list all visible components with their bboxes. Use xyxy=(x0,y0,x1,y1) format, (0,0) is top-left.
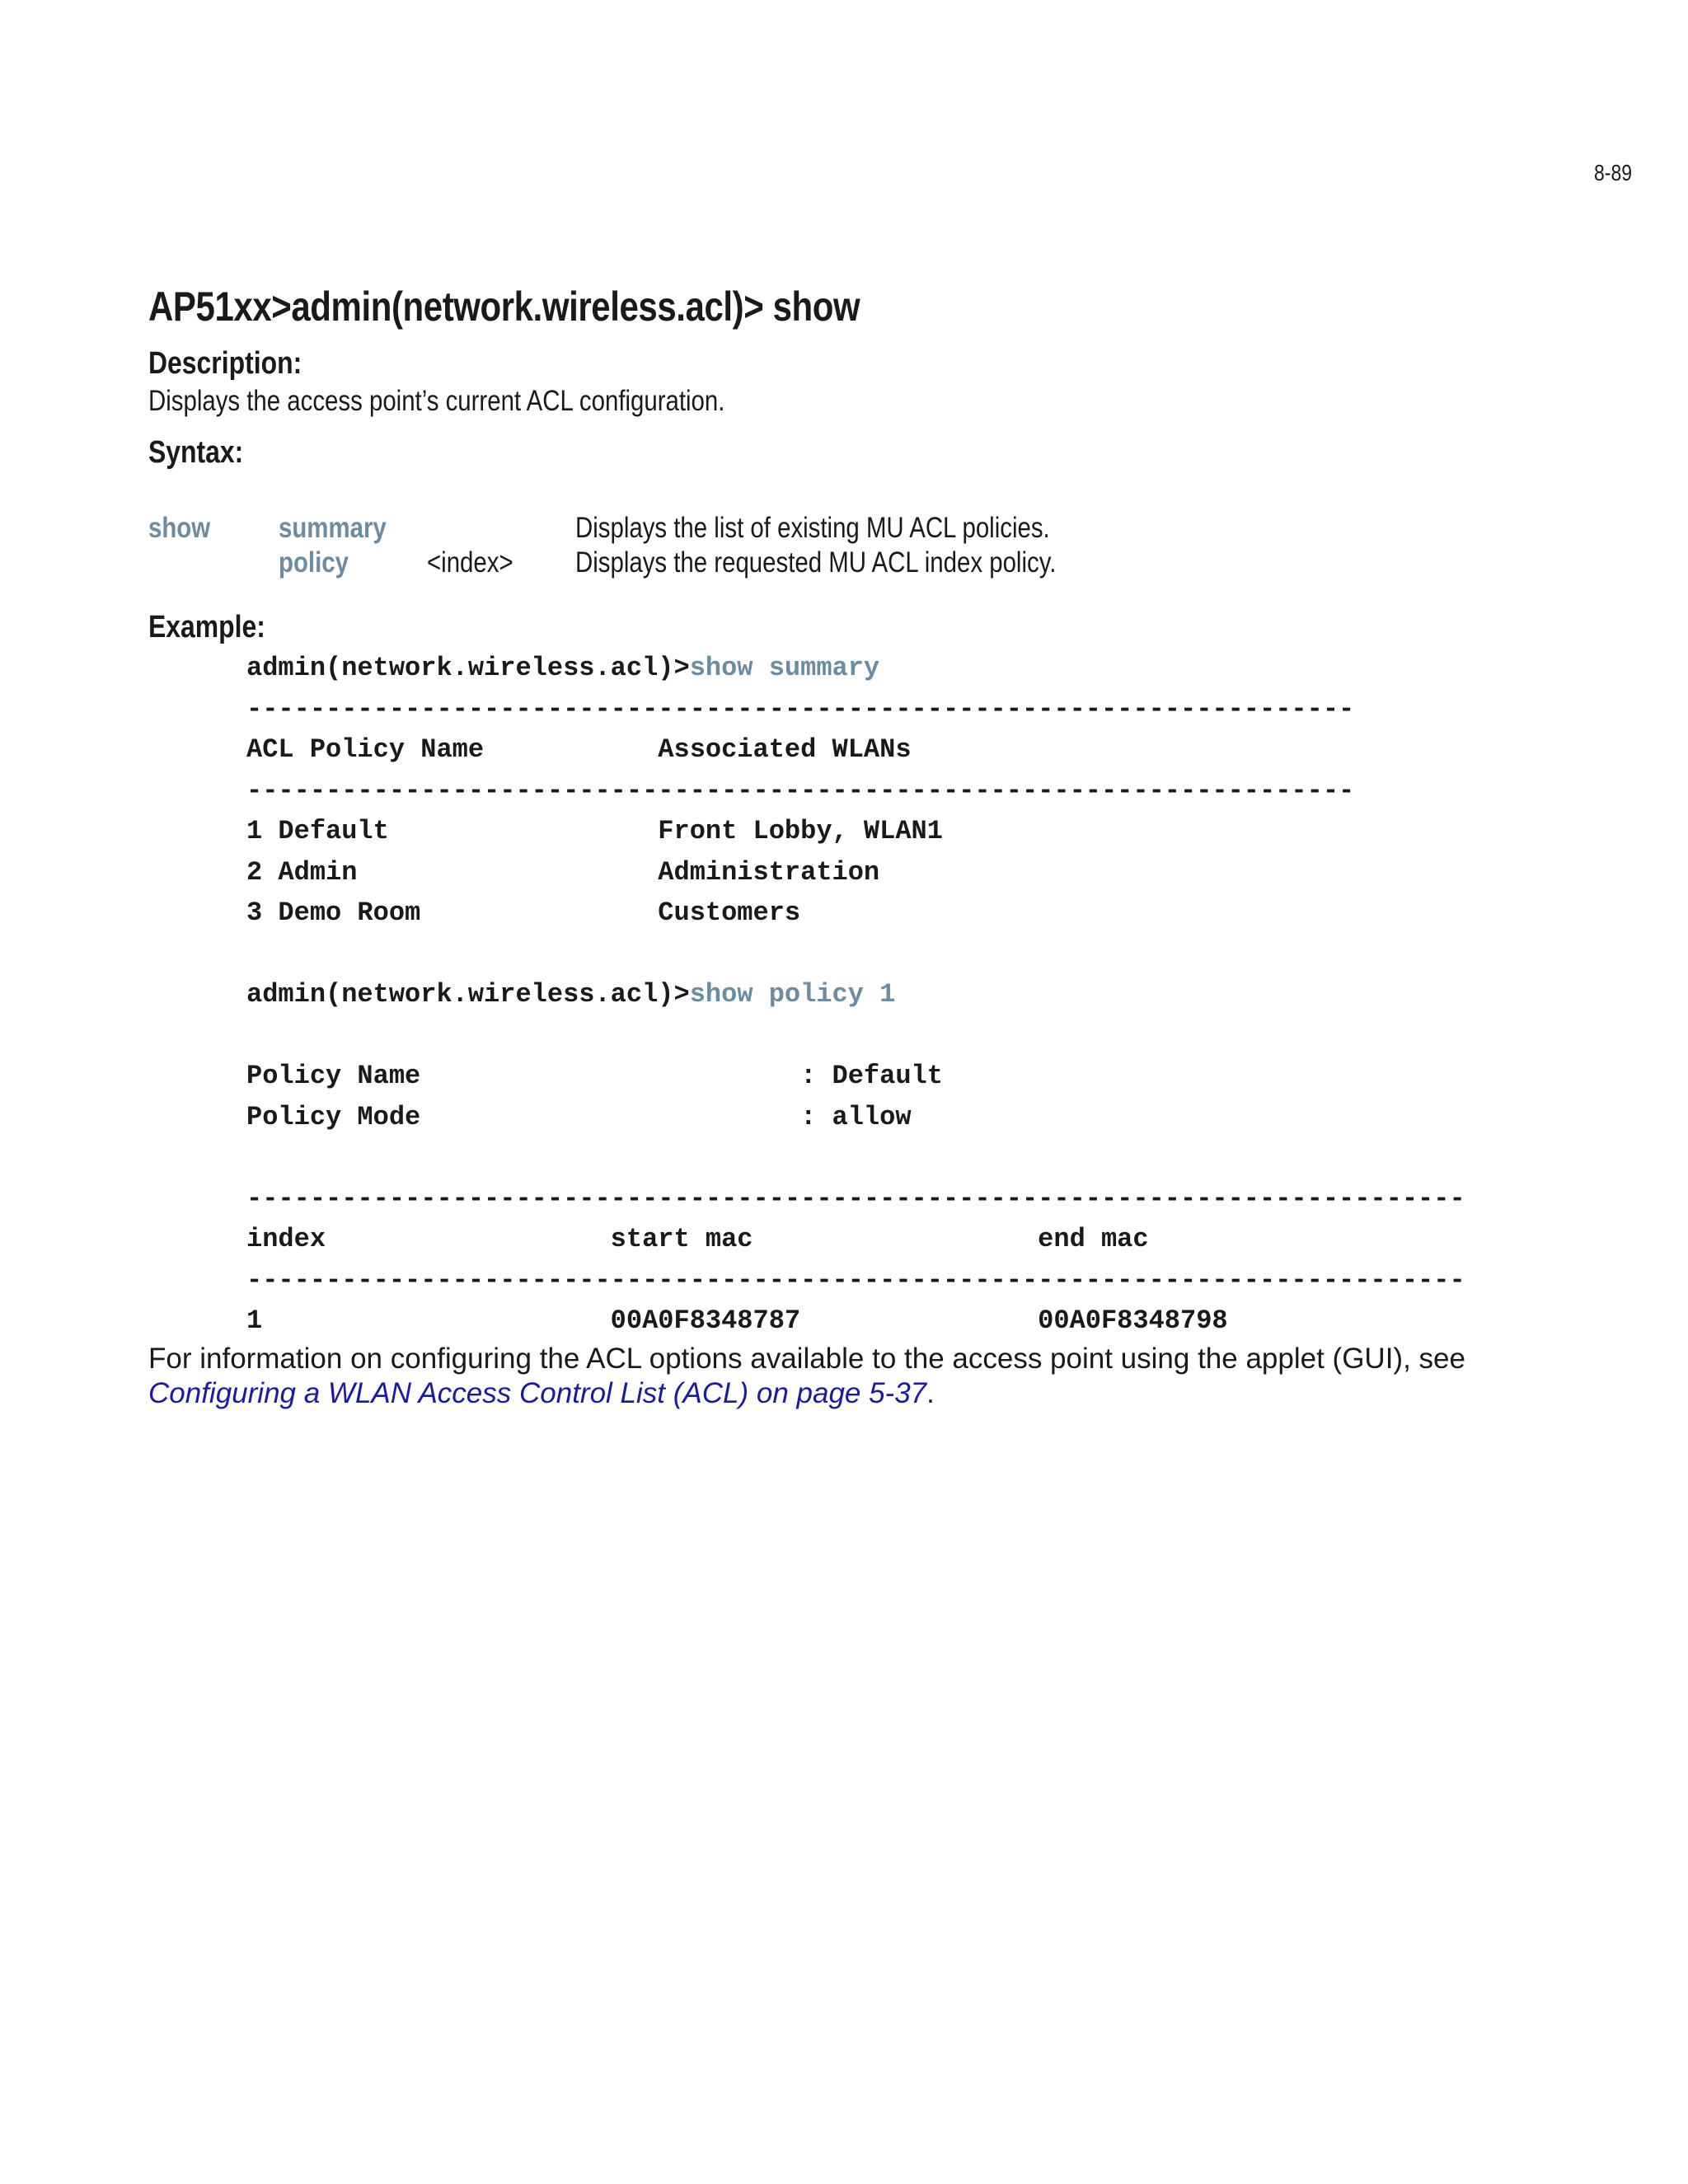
code-blank-line xyxy=(246,1137,1599,1179)
code-summary-header: ACL Policy Name Associated WLANs xyxy=(246,734,912,765)
code-separator-wide: ----------------------------------------------------------------------------- xyxy=(246,1264,1465,1296)
syntax-command: show xyxy=(148,512,211,544)
description-text: Displays the access point’s current ACL configuration. xyxy=(148,385,725,417)
code-line-prompt-summary: admin(network.wireless.acl)>show summary xyxy=(246,653,880,683)
code-summary-row: 3 Demo Room Customers xyxy=(246,898,801,928)
syntax-option-policy: policy xyxy=(279,546,349,579)
code-mac-row: 1 00A0F8348787 00A0F8348798 xyxy=(246,1305,1228,1336)
page-content xyxy=(148,280,1599,1411)
code-mac-header: index start mac end mac xyxy=(246,1224,1149,1254)
cross-reference-link[interactable]: Configuring a WLAN Access Control List (ACL) on page 5-37 xyxy=(148,1376,927,1409)
code-policy-name: Policy Name : Default xyxy=(246,1061,943,1091)
code-blank-line xyxy=(246,934,1599,975)
code-blank-line xyxy=(246,1015,1599,1057)
code-summary-row: 1 Default Front Lobby, WLAN1 xyxy=(246,816,943,846)
code-command-show-summary: show summary xyxy=(689,653,880,683)
code-policy-mode: Policy Mode : allow xyxy=(246,1101,912,1132)
code-summary-row: 2 Admin Administration xyxy=(246,856,880,888)
syntax-option-summary: summary xyxy=(279,512,387,544)
command-title xyxy=(148,280,1599,333)
syntax-param-index: <index> xyxy=(427,546,513,579)
syntax-heading: Syntax: xyxy=(148,435,244,470)
code-command-show-policy: show policy 1 xyxy=(689,979,896,1010)
example-code-block xyxy=(246,648,1599,1342)
code-separator: ---------------------------------------------------------------------- xyxy=(246,693,1355,724)
syntax-table xyxy=(148,511,1599,585)
example-heading: Example: xyxy=(148,610,265,644)
syntax-description-policy: Displays the requested MU ACL index policy. xyxy=(575,546,1057,579)
code-line-prompt-policy: admin(network.wireless.acl)>show policy 1 xyxy=(246,979,896,1010)
footer-paragraph: For information on configuring the ACL options available to the access point using the applet (GUI), see Configuring a WLAN Access Control List (ACL) on page 5-37. xyxy=(148,1342,1465,1409)
page-number: 8-89 xyxy=(1594,160,1632,185)
code-separator: ---------------------------------------------------------------------- xyxy=(246,775,1355,806)
description-heading: Description: xyxy=(148,346,302,381)
code-separator-wide: ----------------------------------------------------------------------------- xyxy=(246,1183,1465,1214)
command-title-text: AP51xx>admin(network.wireless.acl)> show xyxy=(148,284,860,330)
syntax-description-summary: Displays the list of existing MU ACL policies. xyxy=(575,512,1050,544)
